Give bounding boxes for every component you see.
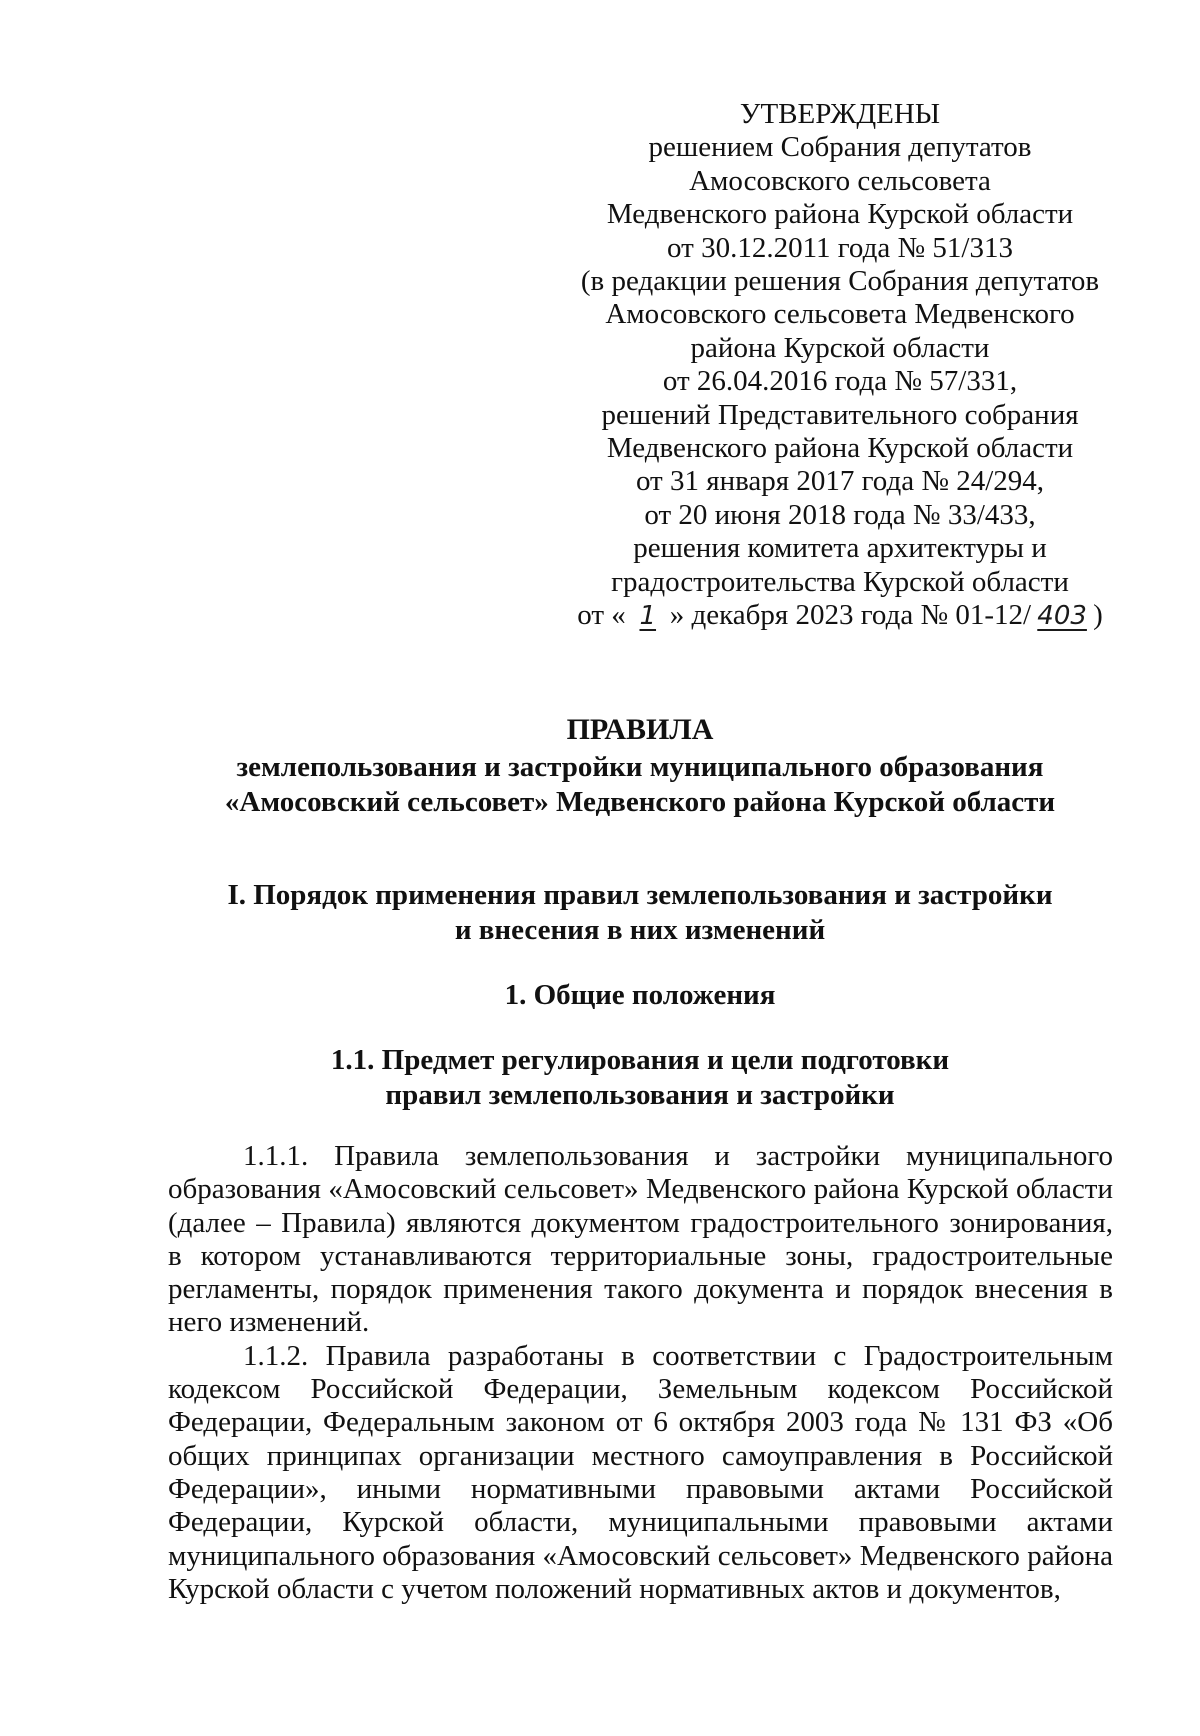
handwritten-day: 1 [639, 601, 657, 632]
approval-line: решением Собрания депутатов [648, 131, 1032, 164]
title-main: ПРАВИЛА [566, 713, 714, 746]
title-line: «Амосовский сельсовет» Медвенского района Курской области [224, 786, 1056, 818]
approval-line: (в редакции решения Собрания депутатов [580, 265, 1100, 298]
subsection-heading [150, 1043, 1130, 1113]
paragraph: 1.1.2. Правила разработаны в соответствии с Градостроительным кодексом Российской Федерации, Земельным кодексом Российской Федерации, Федеральным законом от 6 октября 2003 года № 131 ФЗ «Об общих принципах организации местного самоуправления в Российской Федерации», иными нормативными правовыми актами Российской Федерации, Курской области, муниципальными правовыми актами муниципального образования «Амосовский сельсовет» Медвенского района Курской области с учетом положений нормативных актов и документов, [168, 1339, 1113, 1605]
approval-line: от 30.12.2011 года № 51/313 [667, 231, 1013, 264]
approval-line: района Курской области [690, 331, 990, 364]
subsection-line: 1.1. Предмет регулирования и цели подготовки [330, 1044, 950, 1076]
document-title [150, 712, 1130, 820]
approval-stamp [560, 98, 1120, 634]
body-text [168, 1140, 1113, 1606]
last-line-suffix: ) [1093, 599, 1103, 632]
approval-line: от 31 января 2017 года № 24/294, [635, 465, 1045, 498]
last-line-middle: » декабря 2023 года № 01-12/ [669, 599, 1032, 632]
approval-line: Медвенского района Курской области [606, 198, 1074, 231]
chapter-heading: 1. Общие положения [504, 979, 776, 1011]
approval-last-line [560, 599, 1120, 633]
approval-line: решений Представительного собрания [601, 398, 1079, 431]
title-line: землепользования и застройки муниципального образования [236, 751, 1044, 783]
last-line-prefix: от « [577, 599, 626, 632]
section-heading [150, 878, 1130, 948]
approval-line: УТВЕРЖДЕНЫ [739, 98, 941, 130]
paragraph: 1.1.1. Правила землепользования и застройки муниципального образования «Амосовский сельсовет» Медвенского района Курской области (далее – Правила) являются документом градостроительного зонирования, в котором устанавливаются территориальные зоны, градостроительные регламенты, порядок применения такого документа и порядок внесения в него изменений. [168, 1140, 1113, 1339]
approval-line: решения комитета архитектуры и [633, 532, 1047, 565]
section-line: I. Порядок применения правил землепользования и застройки [227, 879, 1053, 911]
approval-line: Медвенского района Курской области [606, 432, 1074, 465]
approval-line: от 20 июня 2018 года № 33/433, [644, 498, 1036, 531]
approval-line: от 26.04.2016 года № 57/331, [662, 365, 1018, 398]
approval-line: Амосовского сельсовета [689, 164, 991, 197]
section-line: и внесения в них изменений [454, 914, 826, 946]
subsection-line: правил землепользования и застройки [385, 1079, 895, 1111]
approval-line: Амосовского сельсовета Медвенского [605, 298, 1075, 331]
approval-line: градостроительства Курской области [611, 565, 1069, 598]
handwritten-number: 403 [1037, 601, 1087, 632]
